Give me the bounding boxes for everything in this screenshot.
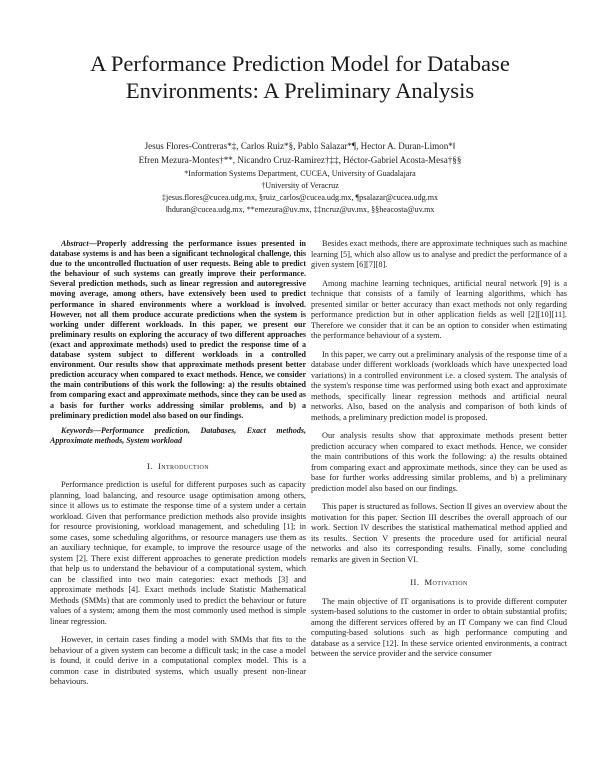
abstract (50, 239, 306, 421)
keywords-label: Keywords (61, 425, 93, 435)
left-column (50, 239, 306, 688)
intro-paragraph-2: However, in certain cases finding a model with SMMs that fits to the behaviour of a given system can become a difficult task; in the case a model is found, it could derive in a computational complex model. This is a common case in distributed systems, which usually present non-linear behaviours. (50, 635, 306, 687)
affiliation-veracruz: †University of Veracruz (261, 181, 339, 190)
right-paragraph-3: In this paper, we carry out a preliminary analysis of the response time of a database under different workloads (workloads which have unexpected load variations) in a controlled environment i.e. a closed system. The analysis of the system's response time was performed using both exact and approximate methods, specifically linear regression methods and artificial neural networks. Also, based on the analysis and comparison of both kinds of methods, a preliminary prediction model is proposed. (311, 349, 567, 422)
section-introduction-heading (50, 461, 306, 472)
right-paragraph-4: Our analysis results show that approximate methods present better prediction accuracy when compared to exact methods. Hence, we consider the main contributions of this work the following: a) the results obtained from comparing exact and approximate methods, since they can be used as base for further works addressing similar problems, and b) a preliminary prediction model also based on our findings. (311, 431, 567, 493)
abstract-label: Abstract (61, 239, 89, 248)
section-number: II. (410, 577, 420, 587)
paper-title: A Performance Prediction Model for Database Environments: A Preliminary Analysis (90, 51, 510, 103)
motivation-paragraph-1: The main objective of IT organisations is to provide different computer system-based solutions to the customer in order to obtain substantial profits; among the different services offered by an IT Company we can find Cloud computing-based solutions such as high performance computing and database as a service [12]. In these service oriented environments, a contract between the service provider and the service consumer (311, 596, 567, 658)
section-motivation-heading (311, 577, 567, 588)
emails-line-2: ‖hduran@cucea.udg.mx, **emezura@uv.mx, ‡‡ncruz@uv.mx, §§heacosta@uv.mx (165, 205, 435, 214)
right-paragraph-2: Among machine learning techniques, artificial neural network [9] is a technique that consists of a family of learning algorithms, which has presented similar or better accuracy than exact methods not only regarding performance prediction but in other application fields as well [2][10][11]. Therefore we consider that it can be an option to consider when estimating the performance behaviour of a system. (311, 278, 567, 340)
affiliation-guadalajara: *Information Systems Department, CUCEA, University of Guadalajara (184, 169, 416, 178)
intro-paragraph-1: Performance prediction is useful for different purposes such as capacity planning, load balancing, and resource usage optimisation among others, since it allows us to estimate the response time of a system under a certain workload. Given that performance prediction methods also provide insights for resource provisioning, workload management, and scheduling [1]; in some cases, some scheduling algorithms, or resource managers use them as an auxiliary technique, for example, to improve the resource usage of the system [2]. There exist different approaches to generate prediction models that help us to understand the behaviour of a computational system, which can be classified into two main categories: exact methods [3] and approximate methods [4]. Exact methods include Statistic Mathematical Methods (SMMs) that are commonly used to predict the behaviour or future values of a system; among them the most commonly used method is simple linear regression. (50, 480, 306, 626)
right-paragraph-1: Besides exact methods, there are approximate techniques such as machine learning [5], which also allow us to analyse and predict the performance of a given system [6][7][8]. (311, 239, 567, 269)
keywords-text: —Performance prediction, Databases, Exact methods, Approximate methods, System workload (50, 425, 306, 445)
abstract-text: —Properly addressing the performance issues presented in database systems is and has been a significant technological challenge, this due to the uncontrolled fluctuation of user requests. Being able to predict the behaviour of such systems can greatly improve their performance. Several prediction methods, such as linear regression and autoregressive moving average, among others, have extensively been used to predict performance in shared environments where a workload is involved. However, not all them produce accurate predictions when the system is working under different workloads. In this paper, we present our preliminary results on exploring the accuracy of two different approaches (exact and approximate methods) used to predict the response time of a database system subject to different workloads in a controlled environment. Our results show that approximate methods present better prediction accuracy when compared to exact methods. Hence, we consider the main contributions of this work the following: a) the results obtained from comparing exact and approximate methods, since they can be used as a basis for further works addressing similar problems, and b) a preliminary prediction model also based on our findings. (50, 239, 306, 420)
section-title: Motivation (424, 577, 468, 587)
right-column (311, 239, 567, 660)
keywords (50, 426, 306, 446)
section-number: I. (147, 460, 153, 471)
author-line-1: Jesus Flores-Contreras*‡, Carlos Ruiz*§, Pablo Salazar*¶, Hector A. Duran-Limon*‖ (144, 141, 456, 151)
author-line-2: Efren Mezura-Montes†**, Nicandro Cruz-Ramirez†‡‡, Héctor-Gabriel Acosta-Mesa†§§ (138, 155, 462, 165)
right-paragraph-5: This paper is structured as follows. Section II gives an overview about the motivation for this paper. Section III describes the overall approach of our work. Section IV describes the statistical mathematical method applied and its results. Section V presents the procedure used for artificial neural networks and also its corresponding results. Finally, some concluding remarks are given in Section VI. (311, 502, 567, 564)
emails-line-1: ‡jesus.flores@cucea.udg.mx, §ruiz_carlos@cucea.udg.mx, ¶psalazar@cucea.udg.mx (161, 193, 439, 202)
section-title: Introduction (157, 460, 209, 471)
